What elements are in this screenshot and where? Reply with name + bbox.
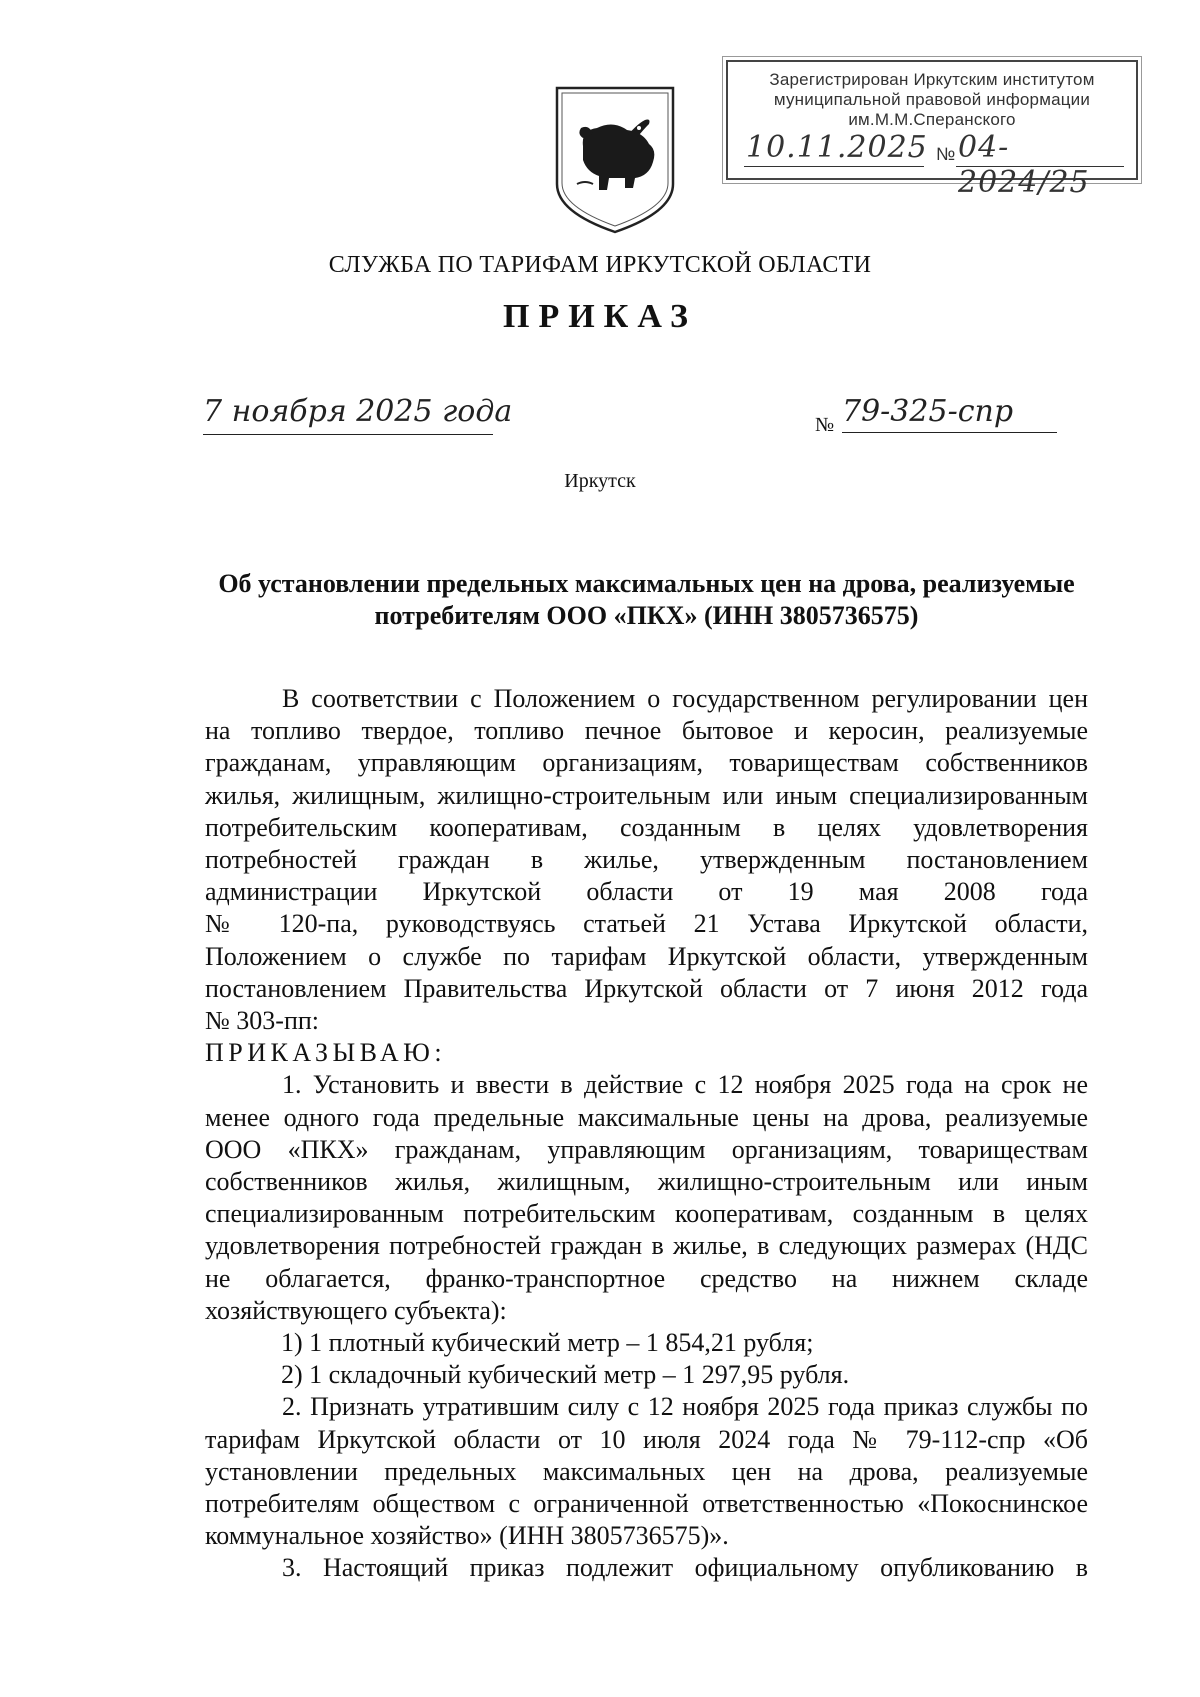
preamble-line: Положением о службе по тарифам Иркутской области, утвержденным <box>205 941 1088 971</box>
item1-line: собственников жилья, жилищным, жилищно-строительным или иным <box>205 1167 1088 1197</box>
preamble-line: жилья, жилищным, жилищно-строительным или иным специализированным <box>205 780 1088 810</box>
preamble-line: гражданам, управляющим организациям, товариществам собственников <box>205 748 1088 778</box>
order-body <box>205 683 1088 1585</box>
order-number: 79-325-спр <box>842 394 1014 429</box>
subject-line-2: потребителям ООО «ПКХ» (ИНН 3805736575) <box>374 601 919 630</box>
stamp-line-3: им.М.М.Сперанского <box>848 110 1016 129</box>
item1-line: специализированным потребительским кооперативам, созданным в целях <box>205 1199 1088 1229</box>
stamp-number-label: № <box>936 144 956 164</box>
preamble-line: потребительским кооперативам, созданным в целях удовлетворения <box>205 812 1088 842</box>
order-number-underline <box>842 432 1057 433</box>
preamble-line: администрации Иркутской области от 19 мая 2008 года <box>205 877 1088 907</box>
stamp-line-2: муниципальной правовой информации <box>773 90 1091 109</box>
item2-line: 2. Признать утратившим силу с 12 ноября 2025 года приказ службы по <box>282 1392 1088 1422</box>
stamp-line-1: Зарегистрирован Иркутским институтом <box>769 70 1095 89</box>
item1-line: удовлетворения потребностей граждан в жилье, в следующих размерах (НДС <box>205 1231 1088 1261</box>
city: Иркутск <box>564 470 636 492</box>
item2-line: установлении предельных максимальных цен на дрова, реализуемые <box>205 1456 1088 1486</box>
stamp-number: 04-2024/25 <box>958 130 1090 200</box>
item1-line: ООО «ПКХ» гражданам, управляющим организациям, товариществам <box>205 1134 1088 1164</box>
item2-line: потребителям обществом с ограниченной ответственностью «Покоснинское <box>205 1489 1088 1519</box>
preamble-line: В соответствии с Положением о государственном регулировании цен <box>282 684 1088 713</box>
stamp-number-underline <box>956 166 1124 167</box>
preamble-line: № 120-па, руководствуясь статьей 21 Устава Иркутской области, <box>205 909 1088 939</box>
item2-line: тарифам Иркутской области от 10 июля 2024 года № 79-112-спр «Об <box>205 1424 1088 1454</box>
subject-line-1: Об установлении предельных максимальных цен на дрова, реализуемые <box>218 569 1075 598</box>
order-number-label: № <box>815 414 835 436</box>
item1-line: менее одного года предельные максимальные цены на дрова, реализуемые <box>205 1102 1088 1132</box>
organization-name: СЛУЖБА ПО ТАРИФАМ ИРКУТСКОЙ ОБЛАСТИ <box>328 252 872 278</box>
stamp-date-underline <box>744 166 924 167</box>
stamp-date: 10.11.2025 <box>746 130 928 165</box>
preamble-line: № 303-пп: <box>205 1006 320 1036</box>
stamp-handwritten-row <box>740 130 1126 200</box>
item3-line: 3. Настоящий приказ подлежит официальному опубликованию в <box>282 1553 1088 1583</box>
item2-line: коммунальное хозяйство» (ИНН 3805736575)». <box>205 1521 729 1551</box>
item1-line: хозяйствующего субъекта): <box>205 1295 507 1325</box>
registration-stamp <box>726 60 1138 200</box>
item1-line: 1. Установить и ввести в действие с 12 ноября 2025 года на срок не <box>282 1070 1088 1100</box>
order-date-underline <box>203 434 493 435</box>
document-type-title: ПРИКАЗ <box>503 298 697 335</box>
item1-line: не облагается, франко-транспортное средство на нижнем складе <box>205 1263 1088 1293</box>
preamble-line: на топливо твердое, топливо печное бытовое и керосин, реализуемые <box>205 716 1088 746</box>
price-item-dense-cubic-meter: 1) 1 плотный кубический метр – 1 854,21 рубля; <box>281 1328 814 1358</box>
preamble-line: постановлением Правительства Иркутской области от 7 июня 2012 года <box>205 973 1088 1003</box>
order-subject <box>205 568 1088 632</box>
order-word: ПРИКАЗЫВАЮ: <box>205 1038 447 1068</box>
irkutsk-coat-of-arms-icon <box>553 84 677 236</box>
price-item-stacked-cubic-meter: 2) 1 складочный кубический метр – 1 297,95 рубля. <box>281 1360 850 1390</box>
preamble-line: потребностей граждан в жилье, утвержденным постановлением <box>205 845 1088 875</box>
order-date: 7 ноября 2025 года <box>203 394 513 429</box>
